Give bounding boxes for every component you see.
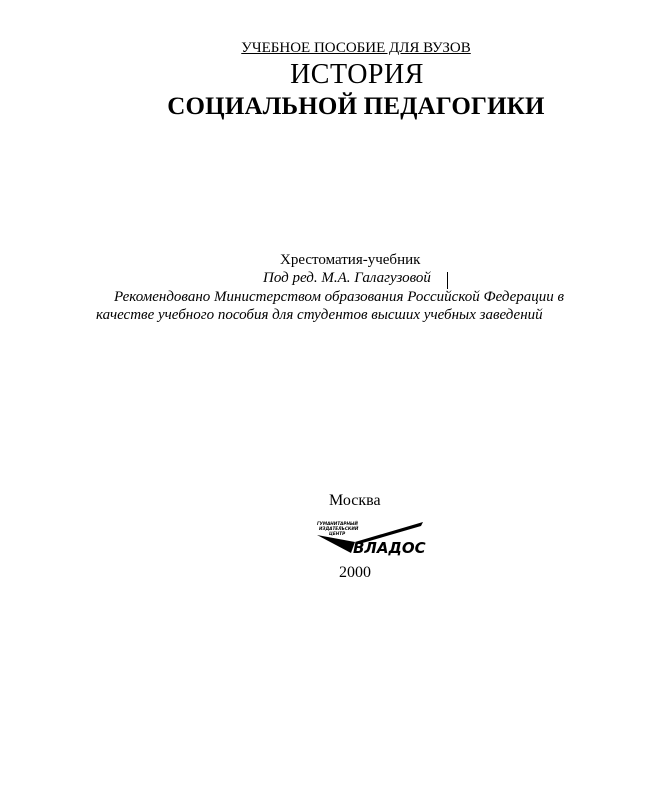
publisher-logo-caption-2: ИЗДАТЕЛЬСКИЙ <box>319 526 359 531</box>
publisher-logo-caption-1: ГУМАНИТАРНЫЙ <box>317 521 358 526</box>
series-label: УЧЕБНОЕ ПОСОБИЕ ДЛЯ ВУЗОВ <box>241 40 471 56</box>
publication-city: Москва <box>329 492 381 509</box>
publication-year: 2000 <box>339 564 371 581</box>
genre-label: Хрестоматия-учебник <box>280 252 421 268</box>
publisher-logo-caption-3: ЦЕНТР <box>329 531 346 536</box>
publisher-logo-name: ВЛАДОС <box>353 539 426 556</box>
publisher-logo-swoosh <box>317 535 355 553</box>
text-cursor <box>447 272 448 289</box>
vlados-publisher-logo-icon <box>315 520 427 556</box>
recommendation-line-1: Рекомендовано Министерством образования Российской Федерации в <box>114 289 565 305</box>
book-title-line-2: СОЦИАЛЬНОЙ ПЕДАГОГИКИ <box>167 93 545 120</box>
recommendation-line-2: качестве учебного пособия для студентов высших учебных заведений <box>96 307 543 323</box>
book-title-line-1: ИСТОРИЯ <box>290 59 424 90</box>
editor-label: Под ред. М.А. Галагузовой <box>263 270 431 286</box>
